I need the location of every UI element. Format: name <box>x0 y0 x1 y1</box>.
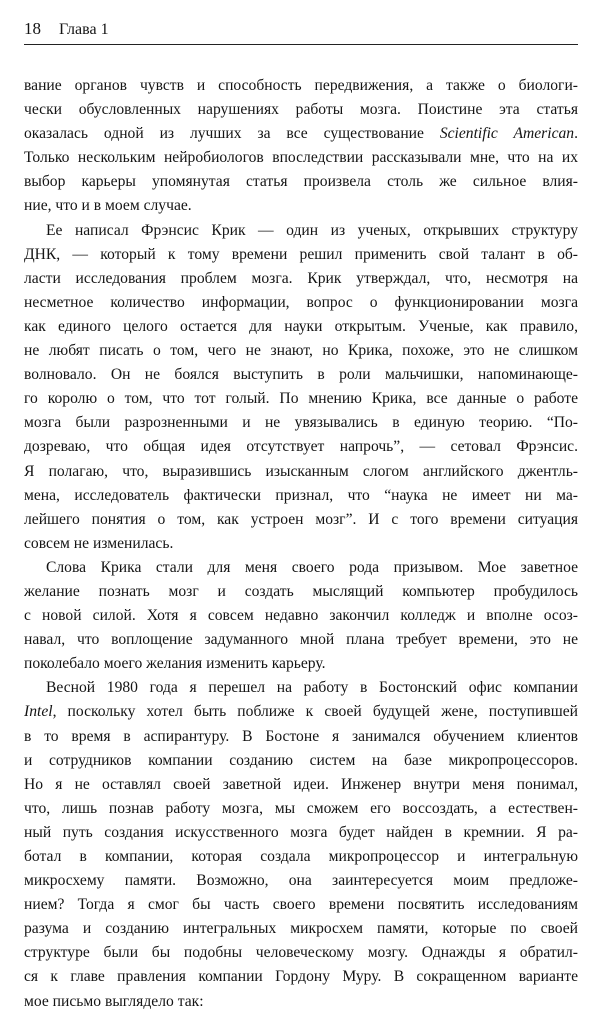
text-line: го королю о том, что тот голый. По мнению Крика, все данные о работе <box>24 390 578 408</box>
text-line: ботал в компании, которая создала микропроцессор и интегральную <box>24 848 578 865</box>
text-line: в то время в аспирантуру. В Бостоне я занимался обучением клиентов <box>24 727 578 745</box>
text-line: Я полагаю, что, выразившись изысканным слогом английского джентль- <box>24 462 578 480</box>
text-line: с новой силой. Хотя я совсем недавно закончил колледж и вполне осоз- <box>24 607 578 625</box>
text-line: поколебало моего желания изменить карьеру. <box>24 655 326 673</box>
text-line: не любят писать о том, чего не знают, но Крика, похоже, это не слишком <box>24 342 578 360</box>
text-line: что, лишь познав работу мозга, мы сможем его воссоздать, а естествен- <box>24 799 578 817</box>
text-line: Ее написал Фрэнсис Крик — один из ученых, открывших структуру <box>46 221 578 239</box>
text-line: Слова Крика стали для меня своего рода призывом. Мое заветное <box>46 558 578 576</box>
text-line: несметное количество информации, вопрос о функционировании мозга <box>24 293 578 311</box>
text-line: ласти исследования проблем мозга. Крик утверждал, что, несмотря на <box>24 269 578 287</box>
text-line: лейшего понятия о том, как устроен мозг”. И с того времени ситуация <box>24 510 578 528</box>
text-line: волновало. Он не боялся выступить в роли мальчишки, напоминающе- <box>24 366 578 384</box>
chapter-title: Глава 1 <box>59 21 109 38</box>
text-line: структуре были бы подобны человеческому мозгу. Однажды я обратил- <box>24 944 578 962</box>
text-line: выбор карьеры упомянутая статья произвела столь же сильное влия- <box>24 173 578 191</box>
text-line: мое письмо выглядело так: <box>24 992 204 1010</box>
text-line: ный путь создания искусственного мозга будет найден в кремнии. Я ра- <box>24 823 578 841</box>
text-line: как единого целого остается для науки открытым. Ученые, как правило, <box>24 317 578 335</box>
text-line: мена, исследователь фактически признал, что “наука не имеет ни ма- <box>24 486 578 504</box>
text-line: желание познать мозг и создать мыслящий компьютер пробудилось <box>24 582 578 600</box>
body-text <box>24 74 578 1014</box>
text-line: навал, что воплощение задуманного мной плана требует времени, это не <box>24 631 578 649</box>
text-line: дозреваю, что общая идея отсутствует напрочь”, — сетовал Фрэнсис. <box>24 438 578 456</box>
emphasis: Scientific American <box>439 125 575 143</box>
text-line: ся к главе правления компании Гордону Муру. В сокращенном варианте <box>24 968 578 986</box>
text-line: вание органов чувств и способность передвижения, а также о биологи- <box>24 77 578 94</box>
text-line: нием? Тогда я смог бы часть своего времени посвятить исследованиям <box>24 896 578 914</box>
text-line: оказалась одной из лучших за все существование Scientific American. <box>24 125 578 143</box>
running-header <box>24 18 578 45</box>
text-line: Весной 1980 года я перешел на работу в Бостонский офис компании <box>46 679 578 697</box>
text-line: чески обусловленных нарушениях работы мозга. Поистине эта статья <box>24 101 578 119</box>
text-line: совсем не изменилась. <box>24 534 174 552</box>
text-line: ние, что и в моем случае. <box>24 197 192 215</box>
text-line: ДНК, — который к тому времени решил применить свой талант в об- <box>24 245 578 263</box>
text-line: Но я не оставлял своей заветной идеи. Инженер внутри меня понимал, <box>24 775 578 793</box>
text-line: Intel, поскольку хотел быть поближе к своей будущей жене, поступившей <box>24 703 578 721</box>
text-line: разума и созданию интегральных микросхем памяти, которые по своей <box>24 920 578 938</box>
text-line: мозга были разрозненными и не увязывались в единую теорию. “По- <box>24 414 578 432</box>
emphasis: Intel <box>24 703 53 721</box>
text-line: микросхему памяти. Возможно, она заинтересуется моим предложе- <box>24 872 578 890</box>
text-line: и сотрудников компании созданию систем на базе микропроцессоров. <box>24 751 578 769</box>
text-line: Только нескольким нейробиологов впоследствии рассказывали мне, что на их <box>24 149 578 167</box>
page-number: 18 <box>24 19 41 38</box>
